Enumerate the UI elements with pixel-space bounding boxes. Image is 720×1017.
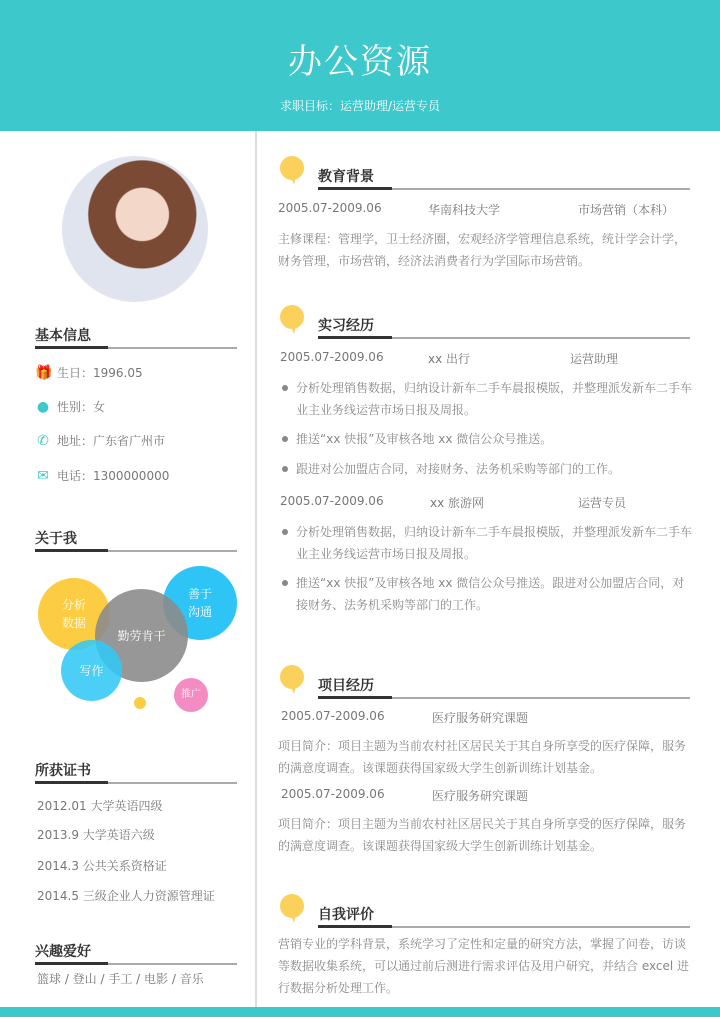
heading-text: 自我评价: [318, 907, 374, 923]
certs-heading: [35, 760, 237, 780]
education-heading: [280, 156, 690, 196]
about-heading: [35, 528, 237, 548]
heading-text: 教育背景: [318, 169, 374, 185]
heading-text: 兴趣爱好: [35, 944, 91, 960]
project-desc: 项目简介：项目主题为当前农村社区居民关于其自身所享受的医疗保障，服务的满意度调查。该课题获得国家级大学生创新训练计划基金。: [278, 739, 687, 775]
date: 2005.07-2009.06: [280, 494, 384, 508]
location-icon: ✆: [37, 432, 49, 449]
project-desc: 项目简介：项目主题为当前农村社区居民关于其自身所享受的医疗保障，服务的满意度调查。该课题获得国家级大学生创新训练计划基金。: [278, 817, 687, 853]
info-gender: [35, 398, 105, 415]
speech-bubble-icon: [280, 894, 304, 918]
job-bullet: 推送“xx 快报”及审核各地 xx 微信公众号推送。跟进对公加盟店合同，对接财务、法务机采购等部门的工作。: [282, 572, 694, 616]
role: 运营助理: [570, 352, 619, 366]
bubble-hardworking: 勤劳肯干: [95, 589, 188, 682]
project-name: 医疗服务研究课题: [432, 789, 529, 803]
info-address: [35, 432, 165, 449]
date: 2005.07-2009.06: [278, 201, 382, 215]
company: xx 出行: [428, 352, 471, 366]
info-phone: [35, 467, 169, 484]
speech-bubble-icon: [280, 156, 304, 180]
info-birthday: [35, 364, 143, 381]
role: 运营专员: [578, 496, 627, 510]
cert-item: 2014.3 公共关系资格证: [37, 859, 167, 873]
name-title: 办公资源: [288, 42, 432, 82]
header: [0, 0, 720, 131]
speech-bubble-icon: [280, 305, 304, 329]
bubble-communication: 善于 沟通: [163, 566, 237, 640]
person-icon: ●: [36, 398, 50, 415]
internship-heading: [280, 305, 690, 345]
speech-bubble-icon: [280, 665, 304, 689]
info-text: 生日：1996.05: [57, 366, 143, 380]
date: 2005.07-2009.06: [281, 709, 385, 723]
self-eval-text: 营销专业的学科背景，系统学习了定性和定量的研究方法，掌握了问卷，访谈等数据收集系统，可以通过前后测进行需求评估及用户研究，并结合 excel 进行数据分析处理工作。: [278, 937, 690, 995]
heading-text: 基本信息: [35, 328, 91, 344]
basic-info-heading: [35, 325, 237, 345]
bubble-analysis: 分析 数据: [38, 578, 110, 650]
job-bullet: 推送“xx 快报”及审核各地 xx 微信公众号推送。: [282, 428, 694, 450]
footer-bar: [0, 1007, 720, 1017]
heading-text: 关于我: [35, 531, 77, 547]
job-bullet: 分析处理销售数据，归纳设计新车二手车晨报模版，并整理派发新车二手车业主业务线运营市场日报及周报。: [282, 521, 694, 565]
job-bullet: 分析处理销售数据，归纳设计新车二手车晨报模版，并整理派发新车二手车业主业务线运营市场日报及周报。: [282, 377, 694, 421]
gift-icon: 🎁: [35, 364, 53, 381]
bubble-promotion: 推广: [174, 678, 208, 712]
heading-text: 所获证书: [35, 763, 91, 779]
major: 市场营销（本科）: [578, 203, 675, 217]
hobbies-heading: [35, 941, 237, 961]
avatar: [62, 156, 208, 302]
school: 华南科技大学: [428, 203, 501, 217]
company: xx 旅游网: [430, 496, 485, 510]
info-text: 性别：女: [57, 400, 106, 414]
heading-text: 项目经历: [318, 678, 374, 694]
heading-text: 实习经历: [318, 318, 374, 334]
bubble-writing: 写作: [61, 640, 122, 701]
cert-item: 2012.01 大学英语四级: [37, 799, 163, 813]
hobbies-text: 篮球 / 登山 / 手工 / 电影 / 音乐: [37, 972, 204, 986]
mail-icon: ✉: [37, 467, 49, 484]
education-courses: 主修课程：管理学，卫士经济圈，宏观经济学管理信息系统，统计学会计学，财务管理，市场营销，经济法消费者行为学国际市场营销。: [278, 232, 687, 268]
info-text: 地址：广东省广州市: [57, 434, 166, 448]
decorative-dot: [134, 697, 146, 709]
projects-heading: [280, 665, 690, 705]
column-divider: [255, 131, 257, 1007]
date: 2005.07-2009.06: [281, 787, 385, 801]
project-name: 医疗服务研究课题: [432, 711, 529, 725]
date: 2005.07-2009.06: [280, 350, 384, 364]
info-text: 电话：1300000000: [57, 469, 170, 483]
cert-item: 2014.5 三级企业人力资源管理证: [37, 889, 215, 903]
job-objective: 求职目标：运营助理/运营专员: [279, 99, 441, 113]
self-eval-heading: [280, 894, 690, 934]
cert-item: 2013.9 大学英语六级: [37, 828, 155, 842]
job-bullet: 跟进对公加盟店合同，对接财务、法务机采购等部门的工作。: [282, 458, 694, 480]
